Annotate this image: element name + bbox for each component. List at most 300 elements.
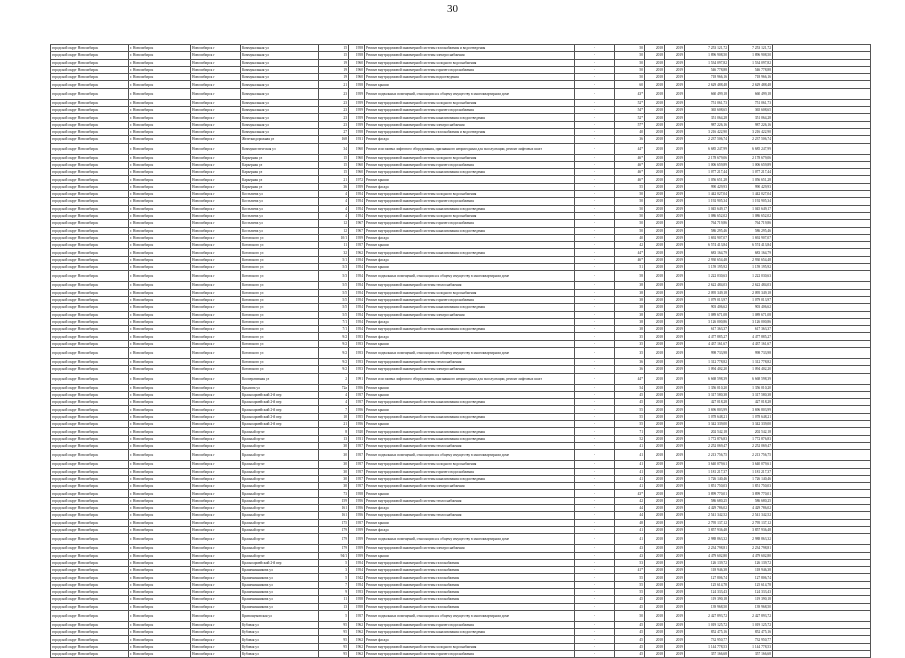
cell-wear-percent: 36 [615,136,645,143]
cell-locality: г. Новосибирск [129,183,191,190]
cell-city: Новосибирск г [191,311,241,318]
cell-note [773,581,871,588]
cell-street: Котовского ул [241,289,319,296]
cell-city: Новосибирск г [191,468,241,475]
cell-cost-total: 2 795 137,12 [685,519,729,526]
cell-unit: - [575,121,615,128]
cell-work-type: Ремонт внутридомовой инженерной системы теплоснабжения [365,442,575,449]
cell-wear-percent: 45 [615,651,645,658]
cell-locality: г. Новосибирск [129,249,191,256]
cell-wear-percent: 45 [615,603,645,610]
cell-cost-fund: 4 437 161,67 [729,340,773,347]
cell-work-type: Ремонт внутридомовой инженерной системы газоснабжения [365,559,575,566]
cell-cost-fund: 2 252 069,47 [729,442,773,449]
cell-municipality: городской округ Новосибирск [51,347,129,358]
cell-city: Новосибирск г [191,227,241,234]
cell-unit: - [575,526,615,533]
cell-house-number: 95 [319,651,349,658]
cell-cost-fund: 365 608,65 [729,107,773,114]
cell-wear-percent: 42 [615,242,645,249]
cell-unit: - [575,651,615,658]
cell-start-year: 2018 [645,191,665,198]
cell-cost-fund: 139 968,50 [729,603,773,610]
cell-street: Кубовая ул [241,651,319,658]
cell-unit: - [575,428,615,435]
cell-note [773,483,871,490]
cell-note [773,333,871,340]
cell-work-type: Ремонт внутридомовой инженерной системы канализования и водоотведения [365,399,575,406]
cell-house-number: 9/2 [319,347,349,358]
cell-end-year: 2019 [665,574,685,581]
cell-work-type: Ремонт внутридомовой инженерной системы теплоснабжения [365,497,575,504]
cell-city: Новосибирск г [191,205,241,212]
cell-start-year: 2018 [645,497,665,504]
cell-note [773,183,871,190]
cell-built-year: 1962 [349,621,365,628]
cell-cost-total: 3 857 936,48 [685,526,729,533]
cell-note [773,212,871,219]
cell-cost-fund: 1 356 010,20 [729,384,773,391]
cell-locality: г. Новосибирск [129,358,191,365]
cell-wear-percent: 41 [615,450,645,461]
cell-city: Новосибирск г [191,99,241,106]
cell-work-type: Ремонт внутридомовой инженерной системы холодного водоснабжения [365,212,575,219]
cell-start-year: 2018 [645,318,665,325]
cell-street: Котовского ул [241,249,319,256]
cell-wear-percent: 38 [615,289,645,296]
cell-note [773,296,871,303]
cell-house-number: 30 [319,461,349,468]
cell-street: Коммунальная ул [241,59,319,66]
cell-city: Новосибирск г [191,559,241,566]
cell-municipality: городской округ Новосибирск [51,74,129,81]
table-row [51,610,871,621]
cell-cost-total: 6 685 247,99 [685,143,729,154]
cell-street: Коммунальная ул [241,81,319,88]
cell-locality: г. Новосибирск [129,212,191,219]
cell-end-year: 2019 [665,435,685,442]
cell-house-number: 179 [319,526,349,533]
cell-work-type: Ремонт внутридомовой инженерной системы канализования и водоотведения [365,475,575,482]
cell-work-type: Ремонт внутридомовой инженерной системы горячего водоснабжения [365,107,575,114]
cell-city: Новосибирск г [191,249,241,256]
cell-unit: - [575,468,615,475]
cell-city: Новосибирск г [191,347,241,358]
table-row [51,413,871,420]
cell-cost-fund: 2 234 798,81 [729,545,773,552]
cell-cost-total: 1 086 652,02 [685,212,729,219]
cell-end-year: 2019 [665,651,685,658]
cell-end-year: 2019 [665,128,685,135]
cell-wear-percent: 45 [615,643,645,650]
cell-work-type: Ремонт крыши [365,406,575,413]
cell-house-number: 23 [319,88,349,99]
cell-cost-fund: 1 056 651,28 [729,176,773,183]
cell-city: Новосибирск г [191,264,241,271]
cell-note [773,534,871,545]
cell-start-year: 2018 [645,121,665,128]
cell-street: Котовского ул [241,256,319,263]
cell-wear-percent: 50 [615,191,645,198]
cell-municipality: городской округ Новосибирск [51,66,129,73]
cell-cost-total: 617 363,37 [685,326,729,333]
cell-start-year: 2018 [645,636,665,643]
cell-wear-percent: 46* [615,161,645,168]
cell-unit: - [575,435,615,442]
cell-work-type: Ремонт фасада [365,183,575,190]
cell-end-year: 2019 [665,59,685,66]
cell-wear-percent: 41 [615,468,645,475]
cell-cost-total: 4 479 602,80 [685,552,729,559]
cell-cost-total: 546 778,88 [685,66,729,73]
cell-wear-percent: 36 [615,366,645,373]
cell-street: Котовского ул [241,264,319,271]
cell-cost-fund: 1 094 402,20 [729,366,773,373]
cell-locality: г. Новосибирск [129,340,191,347]
cell-built-year: 1920 [349,428,365,435]
cell-cost-total: 3 640 079,61 [685,461,729,468]
cell-cost-fund: 6 574 413,84 [729,242,773,249]
cell-cost-fund: 3 342 339,00 [729,421,773,428]
cell-cost-total: 3 899 770,01 [685,490,729,497]
table-row [51,81,871,88]
cell-cost-fund: 1 692 907,07 [729,234,773,241]
cell-street: Красный пр-кт [241,450,319,461]
cell-unit: - [575,242,615,249]
cell-locality: г. Новосибирск [129,596,191,603]
cell-cost-fund: 357 166,68 [729,651,773,658]
cell-cost-fund: 852 475,16 [729,629,773,636]
cell-city: Новосибирск г [191,234,241,241]
cell-note [773,512,871,519]
cell-cost-total: 903 406,62 [685,304,729,311]
cell-start-year: 2018 [645,629,665,636]
table-row [51,59,871,66]
cell-wear-percent: 41 [615,534,645,545]
cell-end-year: 2019 [665,384,685,391]
cell-start-year: 2018 [645,88,665,99]
cell-end-year: 2019 [665,347,685,358]
cell-unit: - [575,461,615,468]
cell-cost-total: 732 950,77 [685,636,729,643]
cell-house-number: 12 [319,227,349,234]
cell-cost-total: 2 930 654,48 [685,256,729,263]
cell-start-year: 2018 [645,333,665,340]
cell-note [773,596,871,603]
cell-start-year: 2018 [645,289,665,296]
cell-start-year: 2018 [645,264,665,271]
cell-street: Котовского ул [241,271,319,282]
cell-house-number: 7/1 [319,326,349,333]
cell-unit: - [575,88,615,99]
cell-built-year: 1956 [349,384,365,391]
table-row [51,399,871,406]
cell-built-year: 1967 [349,220,365,227]
cell-note [773,256,871,263]
cell-municipality: городской округ Новосибирск [51,304,129,311]
cell-wear-percent: 43 [615,545,645,552]
cell-municipality: городской округ Новосибирск [51,413,129,420]
cell-work-type: Ремонт подвальных помещений, относящихся к общему имуществу в многоквартирном доме [365,347,575,358]
cell-work-type: Ремонт внутридомовой инженерной системы канализования и водоотведения [365,326,575,333]
cell-wear-percent: 52* [615,114,645,121]
cell-cost-fund: 2 930 654,48 [729,256,773,263]
cell-cost-fund: 4 479 602,80 [729,552,773,559]
cell-start-year: 2018 [645,161,665,168]
cell-municipality: городской округ Новосибирск [51,629,129,636]
cell-cost-total: 365 608,65 [685,107,729,114]
cell-locality: г. Новосибирск [129,519,191,526]
cell-cost-fund: 764 719,86 [729,220,773,227]
cell-cost-total: 660 499,18 [685,88,729,99]
table-row [51,567,871,574]
cell-street: Котовского ул [241,358,319,365]
cell-street: Коммунальная ул [241,52,319,59]
cell-locality: г. Новосибирск [129,154,191,161]
cell-locality: г. Новосибирск [129,282,191,289]
table-row [51,45,871,52]
cell-wear-percent: 50 [615,52,645,59]
cell-cost-fund: 1 045 649,17 [729,205,773,212]
cell-cost-fund: 1 181 217,37 [729,468,773,475]
cell-note [773,347,871,358]
cell-start-year: 2018 [645,505,665,512]
cell-municipality: городской округ Новосибирск [51,161,129,168]
cell-street: Котовского ул [241,282,319,289]
cell-wear-percent: 45 [615,596,645,603]
table-row [51,66,871,73]
cell-city: Новосибирск г [191,81,241,88]
cell-cost-total: 1 019 125,72 [685,621,729,628]
cell-wear-percent: 54* [615,107,645,114]
cell-municipality: городской округ Новосибирск [51,169,129,176]
cell-end-year: 2019 [665,154,685,161]
cell-work-type: Ремонт внутридомовой инженерной системы холодного водоснабжения [365,643,575,650]
cell-unit: - [575,296,615,303]
cell-locality: г. Новосибирск [129,621,191,628]
cell-note [773,651,871,658]
cell-built-year: 1959 [349,107,365,114]
cell-municipality: городской округ Новосибирск [51,373,129,384]
cell-municipality: городской округ Новосибирск [51,643,129,650]
cell-house-number: 10 [319,413,349,420]
cell-wear-percent: 55 [615,406,645,413]
cell-house-number: 30 [319,475,349,482]
cell-work-type: Ремонт внутридомовой инженерной системы горячего водоснабжения [365,621,575,628]
cell-municipality: городской округ Новосибирск [51,574,129,581]
cell-start-year: 2018 [645,461,665,468]
cell-start-year: 2018 [645,242,665,249]
cell-city: Новосибирск г [191,406,241,413]
cell-locality: г. Новосибирск [129,421,191,428]
cell-house-number: 5 [319,610,349,621]
cell-house-number: 5/3 [319,264,349,271]
cell-house-number: 4 [319,391,349,398]
cell-cost-fund: 1 159 195,92 [729,264,773,271]
cell-house-number: 5/5 [319,304,349,311]
table-row [51,271,871,282]
table-row [51,227,871,234]
cell-locality: г. Новосибирск [129,610,191,621]
cell-unit: - [575,406,615,413]
cell-built-year: 1962 [349,629,365,636]
cell-house-number: 179 [319,534,349,545]
cell-work-type: Ремонт внутридомовой инженерной системы канализования и водоотведения [365,205,575,212]
cell-street: Красный пр-кт [241,483,319,490]
cell-cost-fund: 2 213 756,75 [729,450,773,461]
cell-wear-percent: 43* [615,490,645,497]
cell-street: Красный пр-кт [241,519,319,526]
cell-cost-total: 119 390,18 [685,596,729,603]
cell-cost-fund: 2 541 342,52 [729,512,773,519]
cell-note [773,559,871,566]
cell-locality: г. Новосибирск [129,406,191,413]
cell-work-type: Ремонт внутридомовой инженерной системы канализования и водоотведения [365,435,575,442]
cell-note [773,450,871,461]
cell-start-year: 2018 [645,413,665,420]
cell-end-year: 2019 [665,99,685,106]
cell-street: Коммунальная ул [241,121,319,128]
cell-unit: - [575,59,615,66]
cell-start-year: 2018 [645,282,665,289]
cell-city: Новосибирск г [191,143,241,154]
cell-cost-fund: 1 079 013,97 [729,296,773,303]
cell-start-year: 2018 [645,256,665,263]
cell-start-year: 2018 [645,74,665,81]
cell-end-year: 2019 [665,121,685,128]
table-row [51,304,871,311]
cell-municipality: городской округ Новосибирск [51,552,129,559]
cell-cost-fund: 586 680,25 [729,497,773,504]
cell-cost-total: 6 668 598,39 [685,373,729,384]
cell-city: Новосибирск г [191,220,241,227]
cell-note [773,358,871,365]
cell-note [773,128,871,135]
cell-wear-percent: 41 [615,461,645,468]
cell-cost-total: 2 095 349,18 [685,289,729,296]
table-row [51,99,871,106]
cell-start-year: 2018 [645,358,665,365]
cell-note [773,282,871,289]
cell-cost-fund: 3 216 422,90 [729,128,773,135]
cell-house-number: 168 [319,136,349,143]
cell-cost-fund: 1 726 140,46 [729,475,773,482]
table-row [51,428,871,435]
cell-built-year: 1954 [349,296,365,303]
cell-locality: г. Новосибирск [129,227,191,234]
cell-start-year: 2018 [645,490,665,497]
cell-house-number: 32 [319,249,349,256]
cell-city: Новосибирск г [191,88,241,99]
cell-city: Новосибирск г [191,154,241,161]
cell-built-year: 1954 [349,581,365,588]
cell-work-type: Ремонт фасада [365,256,575,263]
cell-city: Новосибирск г [191,621,241,628]
cell-unit: - [575,311,615,318]
cell-cost-total: 1 851 750,03 [685,483,729,490]
cell-house-number: 161 [319,512,349,519]
cell-built-year: 1953 [349,340,365,347]
cell-work-type: Ремонт фасада [365,234,575,241]
cell-municipality: городской округ Новосибирск [51,289,129,296]
cell-start-year: 2018 [645,366,665,373]
cell-end-year: 2019 [665,212,685,219]
cell-built-year: 1957 [349,483,365,490]
cell-street: Красный пр-кт [241,475,319,482]
cell-end-year: 2019 [665,358,685,365]
cell-end-year: 2019 [665,183,685,190]
cell-note [773,161,871,168]
cell-start-year: 2018 [645,169,665,176]
cell-start-year: 2018 [645,326,665,333]
table-row [51,205,871,212]
cell-city: Новосибирск г [191,128,241,135]
cell-street: Крашенинникова ул [241,603,319,610]
cell-street: Красноармейский 2-й пер [241,406,319,413]
cell-built-year: 1958 [349,596,365,603]
cell-end-year: 2019 [665,559,685,566]
cell-work-type: Ремонт внутридомовой инженерной системы канализования и водоотведения [365,304,575,311]
cell-street: Костычева ул [241,198,319,205]
cell-municipality: городской округ Новосибирск [51,391,129,398]
cell-cost-fund: 586 295,46 [729,227,773,234]
cell-municipality: городской округ Новосибирск [51,384,129,391]
cell-wear-percent: 41 [615,475,645,482]
cell-house-number: 72а [319,384,349,391]
cell-start-year: 2018 [645,567,665,574]
cell-street: Костычева ул [241,191,319,198]
cell-municipality: городской округ Новосибирск [51,519,129,526]
cell-note [773,413,871,420]
cell-work-type: Ремонт внутридомовой инженерной системы электроснабжения [365,545,575,552]
cell-start-year: 2018 [645,271,665,282]
cell-house-number: 9/2 [319,340,349,347]
table-row [51,629,871,636]
cell-cost-total: 427 018,28 [685,399,729,406]
cell-cost-total: 1 089 671,08 [685,311,729,318]
table-row [51,442,871,449]
cell-house-number: 36 [319,183,349,190]
table-row [51,143,871,154]
cell-built-year: 1959 [349,183,365,190]
cell-built-year: 1959 [349,114,365,121]
cell-municipality: городской округ Новосибирск [51,534,129,545]
table-row [51,234,871,241]
cell-unit: - [575,264,615,271]
cell-city: Новосибирск г [191,183,241,190]
cell-start-year: 2018 [645,610,665,621]
table-row [51,373,871,384]
cell-municipality: городской округ Новосибирск [51,610,129,621]
cell-municipality: городской округ Новосибирск [51,205,129,212]
cell-city: Новосибирск г [191,505,241,512]
cell-municipality: городской округ Новосибирск [51,567,129,574]
cell-house-number: 179 [319,545,349,552]
cell-city: Новосибирск г [191,176,241,183]
cell-note [773,264,871,271]
cell-note [773,340,871,347]
cell-wear-percent: 58 [615,271,645,282]
cell-built-year: 1954 [349,264,365,271]
cell-locality: г. Новосибирск [129,304,191,311]
cell-city: Новосибирск г [191,596,241,603]
cell-street: Коммунальная ул [241,74,319,81]
cell-cost-fund: 1 192 905,34 [729,198,773,205]
cell-built-year: 1960 [349,143,365,154]
cell-built-year: 1956 [349,421,365,428]
cell-note [773,468,871,475]
cell-start-year: 2018 [645,143,665,154]
